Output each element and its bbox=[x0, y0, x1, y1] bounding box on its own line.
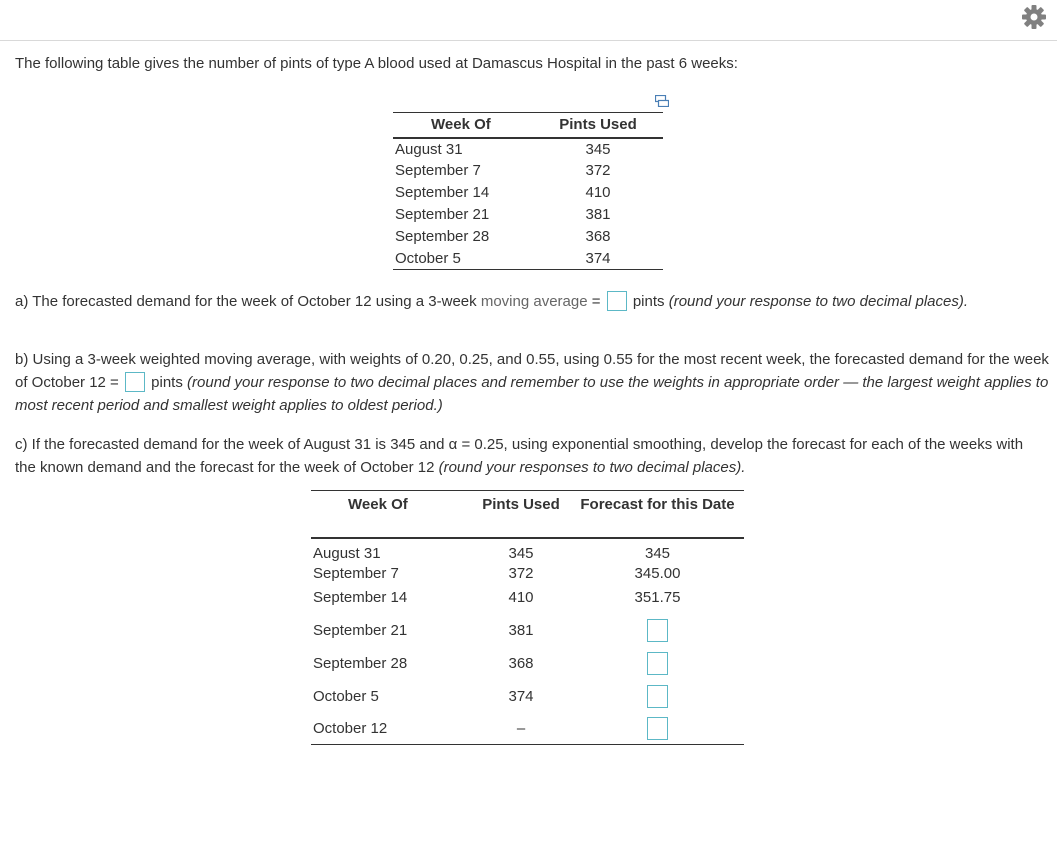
table-row bbox=[311, 610, 744, 643]
table-row bbox=[393, 226, 663, 248]
table-row bbox=[393, 138, 663, 160]
table-row bbox=[311, 586, 744, 610]
cell-pints: 374 bbox=[585, 249, 611, 267]
cell-pints: 345 bbox=[508, 544, 534, 562]
moving-average-answer-input[interactable] bbox=[607, 291, 627, 311]
blood-usage-table bbox=[393, 112, 663, 270]
part-a-units: pints bbox=[628, 293, 669, 310]
cell-pints: 368 bbox=[585, 228, 611, 245]
forecast-input-sep21[interactable] bbox=[647, 619, 668, 642]
part-c-note: (round your responses to two decimal places). bbox=[438, 459, 746, 476]
cell-week: September 14 bbox=[313, 589, 408, 606]
cell-week: August 31 bbox=[395, 140, 463, 158]
moving-average-link[interactable]: moving average bbox=[480, 293, 588, 310]
table-row bbox=[311, 709, 744, 745]
cell-pints: 410 bbox=[585, 184, 611, 201]
cell-week: October 5 bbox=[313, 687, 379, 705]
part-b-text: b) Using a 3-week weighted moving average, with weights of 0.20, 0.25, and 0.55, using 0.55 for the most recent week, the forecasted demand for the week of October 12 = bbox=[15, 351, 1049, 391]
cell-pints: 381 bbox=[585, 206, 611, 223]
cell-forecast bbox=[571, 709, 744, 745]
top-toolbar bbox=[0, 0, 1057, 41]
cell-week: September 21 bbox=[395, 206, 490, 223]
table-row bbox=[311, 643, 744, 676]
cell-forecast: 345 bbox=[644, 544, 671, 562]
cell-pints: – bbox=[516, 719, 526, 737]
cell-pints: 381 bbox=[508, 621, 534, 639]
cell-pints: 372 bbox=[508, 565, 534, 582]
forecast-input-oct12[interactable] bbox=[647, 717, 668, 740]
gear-icon[interactable] bbox=[1020, 3, 1048, 31]
cell-week: September 21 bbox=[313, 621, 408, 639]
part-b-units: pints bbox=[146, 374, 188, 391]
column-header-forecast: Forecast for this Date bbox=[571, 491, 744, 538]
part-c-text: c) If the forecasted demand for the week of August 31 is 345 and α = 0.25, using exponential smoothing, develop the forecast for each of the weeks with the known demand and the forecast for the week of October 12 bbox=[15, 436, 1024, 476]
cell-week: August 31 bbox=[313, 544, 381, 562]
question-part-b bbox=[15, 348, 1050, 417]
weighted-average-answer-input[interactable] bbox=[125, 372, 145, 392]
column-header-pints: Pints Used bbox=[533, 113, 663, 138]
cell-pints: 372 bbox=[585, 162, 611, 179]
column-header-week: Week Of bbox=[311, 491, 471, 538]
column-header-week: Week Of bbox=[393, 113, 533, 138]
cell-week: October 12 bbox=[313, 719, 388, 737]
question-part-c bbox=[15, 433, 1040, 479]
forecast-input-sep28[interactable] bbox=[647, 652, 668, 675]
table-row bbox=[311, 538, 744, 562]
cell-week: September 28 bbox=[313, 654, 408, 672]
cell-week: September 28 bbox=[395, 228, 490, 245]
copy-data-icon[interactable] bbox=[655, 95, 669, 107]
table-header-row bbox=[393, 113, 663, 138]
cell-week: September 14 bbox=[395, 184, 490, 201]
intro-text: The following table gives the number of pints of type A blood used at Damascus Hospital in the past 6 weeks: bbox=[15, 55, 738, 72]
cell-pints: 410 bbox=[508, 589, 534, 606]
table-row bbox=[393, 204, 663, 226]
table-row bbox=[311, 676, 744, 709]
cell-forecast: 345.00 bbox=[634, 565, 681, 582]
column-header-pints: Pints Used bbox=[471, 491, 571, 538]
table-row bbox=[393, 182, 663, 204]
cell-week: October 5 bbox=[395, 249, 461, 267]
question-part-a bbox=[15, 290, 1050, 313]
part-b-note: (round your response to two decimal places and remember to use the weights in appropriate order — the largest weight applies to most recent period and smallest weight applies to oldest period.) bbox=[15, 374, 1049, 414]
forecast-input-oct5[interactable] bbox=[647, 685, 668, 708]
cell-forecast bbox=[571, 643, 744, 676]
table-row bbox=[393, 248, 663, 270]
table-row bbox=[311, 562, 744, 586]
table-row bbox=[393, 160, 663, 182]
part-a-text: a) The forecasted demand for the week of October 12 using a 3-week bbox=[15, 293, 481, 310]
cell-week: September 7 bbox=[313, 565, 399, 582]
cell-pints: 368 bbox=[508, 654, 534, 672]
part-a-note: (round your response to two decimal places). bbox=[668, 293, 969, 310]
cell-week: September 7 bbox=[395, 162, 481, 179]
cell-forecast bbox=[571, 610, 744, 643]
cell-pints: 345 bbox=[585, 140, 611, 158]
cell-forecast: 351.75 bbox=[634, 589, 681, 606]
part-a-equals: = bbox=[587, 293, 605, 310]
table-header-row bbox=[311, 491, 744, 538]
cell-pints: 374 bbox=[508, 687, 534, 705]
exponential-smoothing-table bbox=[311, 490, 744, 745]
cell-forecast bbox=[571, 676, 744, 709]
